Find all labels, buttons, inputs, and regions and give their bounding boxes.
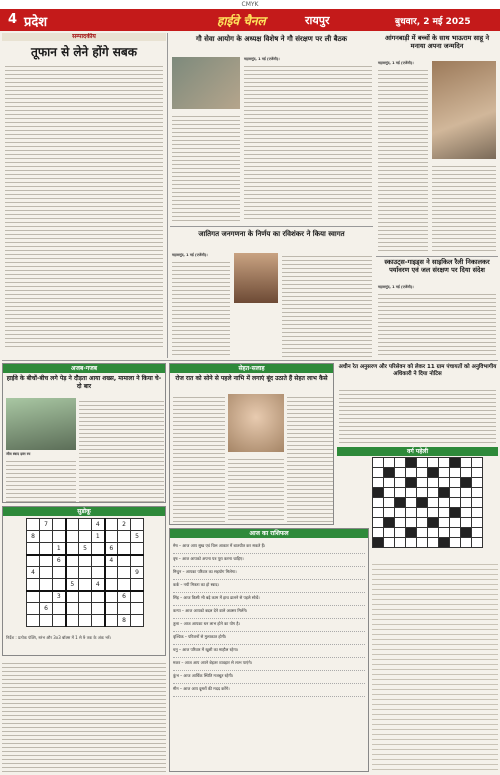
sudoku-cell <box>79 603 92 615</box>
crossword-cell <box>384 498 395 508</box>
crossword-cell <box>395 488 406 498</box>
sudoku-cell <box>92 555 105 567</box>
crossword-cell <box>384 528 395 538</box>
crossword-grid <box>372 457 498 557</box>
sudoku-cell: 9 <box>131 567 144 579</box>
print-color-marker: CMYK <box>0 0 500 9</box>
sudoku-cell <box>79 531 92 543</box>
crossword-cell <box>428 478 439 488</box>
story-race <box>2 363 166 503</box>
crossword-cell <box>472 468 483 478</box>
sudoku-cell <box>66 543 79 555</box>
sudoku-cell <box>105 531 118 543</box>
sudoku-cell <box>40 591 53 603</box>
story-anganwadi-title: आंगनबाड़ी में बच्चों के साथ भाऊराम साहू ने मनाया अपना जन्मदिन <box>384 34 490 50</box>
crossword-cell <box>417 498 428 508</box>
sudoku-cell <box>131 555 144 567</box>
story-health-title: रोज रात को सोने से पहले नाभि में लगाएं बूंद उठाते हैं सेहत लाभ कैसे <box>175 375 328 382</box>
crossword-cell <box>450 528 461 538</box>
crossword-cell <box>373 528 384 538</box>
editorial-block <box>2 33 166 358</box>
story-gau-dateline: महासमुंद, 1 मई (एजेंसी)। <box>244 57 280 61</box>
sudoku-cell <box>53 519 66 531</box>
sudoku-cell <box>66 603 79 615</box>
crossword-cell <box>406 478 417 488</box>
story-health-label: सेहत-सलाह <box>170 364 333 373</box>
story-health-photo <box>228 394 284 452</box>
sudoku-cell <box>27 591 40 603</box>
rashifal-title: आज का राशिफल <box>170 529 368 538</box>
sudoku-cell: 4 <box>92 519 105 531</box>
crossword-cell <box>450 468 461 478</box>
sudoku-cell <box>27 555 40 567</box>
sudoku-cell <box>131 591 144 603</box>
crossword-cell <box>472 508 483 518</box>
sudoku-block <box>2 506 166 656</box>
sudoku-cell <box>92 603 105 615</box>
sudoku-cell <box>105 591 118 603</box>
rashifal-item: वृष – आज आपको अपना पत्र पूरा करना चाहिए। <box>173 554 365 567</box>
crossword-cell <box>472 488 483 498</box>
crossword-cell <box>384 478 395 488</box>
sudoku-cell <box>92 567 105 579</box>
rashifal-item: मेष – आज आप सुख एवं चित्त आकार में बातचीत कर सकते हैं। <box>173 541 365 554</box>
crossword-cell <box>428 488 439 498</box>
sudoku-cell: 5 <box>79 543 92 555</box>
crossword-cell <box>417 518 428 528</box>
sudoku-cell <box>79 567 92 579</box>
crossword-cell <box>373 458 384 468</box>
sudoku-cell <box>79 615 92 627</box>
crossword-cell <box>450 458 461 468</box>
crossword-cell <box>461 488 472 498</box>
crossword-cell <box>417 508 428 518</box>
crossword-cell <box>439 528 450 538</box>
sudoku-cell <box>92 543 105 555</box>
story-gau-body-2 <box>172 113 240 221</box>
sudoku-cell <box>40 579 53 591</box>
crossword-cell <box>406 528 417 538</box>
sudoku-cell <box>53 579 66 591</box>
crossword-cell <box>373 518 384 528</box>
crossword-clues <box>372 560 498 772</box>
crossword-cell <box>450 498 461 508</box>
crossword-cell <box>450 518 461 528</box>
crossword-cell <box>384 458 395 468</box>
crossword-cell <box>373 508 384 518</box>
rashifal-item: कन्या – आज आपको बदल देने वाले अवसर मिलेंगे। <box>173 606 365 619</box>
story-anganwadi-body-2 <box>432 163 496 251</box>
sudoku-cell: 3 <box>53 591 66 603</box>
story-census-title: जातिगत जनगणना के निर्णय का रविशंकर ने किया स्वागत <box>198 230 345 238</box>
crossword-cell <box>461 538 472 548</box>
crossword-cell <box>406 488 417 498</box>
crossword-cell <box>373 488 384 498</box>
sudoku-cell <box>118 579 131 591</box>
story-census-body <box>172 259 230 357</box>
sudoku-cell: 6 <box>105 543 118 555</box>
sudoku-cell <box>131 603 144 615</box>
sudoku-cell <box>66 555 79 567</box>
crossword-cell <box>395 468 406 478</box>
issue-date: बुधवार, 2 मई 2025 <box>395 17 471 27</box>
crossword-cell <box>417 478 428 488</box>
crossword-cell <box>417 458 428 468</box>
sudoku-cell: 6 <box>53 555 66 567</box>
sudoku-cell <box>131 615 144 627</box>
sudoku-cell: 6 <box>118 591 131 603</box>
crossword-cell <box>439 488 450 498</box>
sudoku-solution-note <box>2 660 166 772</box>
story-gau-seva <box>170 33 373 223</box>
rashifal-item: मिथुन – आपका परिवार का सहयोग मिलेगा। <box>173 567 365 580</box>
sudoku-cell <box>40 555 53 567</box>
sudoku-cell: 1 <box>92 531 105 543</box>
crossword-cell <box>461 528 472 538</box>
sudoku-cell <box>66 591 79 603</box>
sudoku-cell <box>40 567 53 579</box>
sudoku-cell: 1 <box>53 543 66 555</box>
rashifal-item: कर्क – नयी मित्रता का हो स्वाद। <box>173 580 365 593</box>
story-race-label: अजब-गजब <box>3 364 165 373</box>
sudoku-cell <box>105 615 118 627</box>
sudoku-cell <box>66 519 79 531</box>
crossword-cell <box>406 508 417 518</box>
crossword-cell <box>395 528 406 538</box>
crossword-cell <box>428 518 439 528</box>
edition-city: रायपुर <box>305 14 330 27</box>
crossword-cell <box>472 498 483 508</box>
crossword-cell <box>450 488 461 498</box>
sudoku-cell <box>118 543 131 555</box>
crossword-cell <box>395 508 406 518</box>
crossword-cell <box>384 538 395 548</box>
crossword-cell <box>406 468 417 478</box>
section-title: प्रदेश <box>24 15 48 30</box>
crossword-table <box>372 457 483 548</box>
sudoku-cell <box>105 579 118 591</box>
sudoku-cell: 5 <box>66 579 79 591</box>
crossword-cell <box>461 498 472 508</box>
crossword-cell <box>384 468 395 478</box>
crossword-cell <box>439 478 450 488</box>
sudoku-cell <box>66 567 79 579</box>
crossword-cell <box>439 518 450 528</box>
sudoku-cell <box>105 519 118 531</box>
story-census-photo <box>234 253 278 303</box>
sudoku-cell <box>40 615 53 627</box>
rashifal-block <box>169 528 369 772</box>
story-census-dateline: महासमुंद, 1 मई (एजेंसी)। <box>172 253 208 257</box>
crossword-cell <box>417 538 428 548</box>
crossword-cell <box>373 468 384 478</box>
sudoku-cell: 8 <box>118 615 131 627</box>
sudoku-cell: 2 <box>118 519 131 531</box>
story-gau-body <box>244 63 372 221</box>
story-race-body <box>79 398 164 502</box>
crossword-cell <box>439 498 450 508</box>
crossword-cell <box>373 498 384 508</box>
crossword-cell <box>373 538 384 548</box>
crossword-title: वर्ग पहेली <box>337 447 498 456</box>
sudoku-cell <box>118 555 131 567</box>
crossword-cell <box>417 488 428 498</box>
crossword-cell <box>384 518 395 528</box>
crossword-cell <box>461 458 472 468</box>
sudoku-cell: 5 <box>131 531 144 543</box>
story-gau-photo <box>172 57 240 109</box>
crossword-cell <box>384 488 395 498</box>
story-scouts-dateline: महासमुंद, 1 मई (एजेंसी)। <box>378 285 414 289</box>
sudoku-cell <box>79 519 92 531</box>
crossword-cell <box>428 508 439 518</box>
rashifal-item: तुला – आज आपका धन लाभ होने का योग है। <box>173 619 365 632</box>
story-anganwadi-body <box>378 67 428 251</box>
story-anganwadi-photo <box>432 61 496 159</box>
sudoku-cell <box>79 555 92 567</box>
sudoku-cell: 8 <box>27 531 40 543</box>
story-scouts-title: स्काउट्स-गाइड्स ने साइकिल रैली निकालकर पर्यावरण एवं जल संरक्षण पर दिया संदेश <box>384 258 490 274</box>
crossword-cell <box>472 518 483 528</box>
sudoku-cell <box>40 543 53 555</box>
rashifal-list <box>170 538 368 700</box>
crossword-cell <box>428 538 439 548</box>
editorial-body <box>5 63 163 348</box>
crossword-cell <box>428 528 439 538</box>
crossword-cell <box>395 518 406 528</box>
crossword-cell <box>450 478 461 488</box>
crossword-cell <box>395 458 406 468</box>
editorial-title: तूफान से लेने होंगे सबक <box>31 45 137 59</box>
sudoku-cell <box>40 531 53 543</box>
crossword-cell <box>461 468 472 478</box>
crossword-cell <box>439 458 450 468</box>
sudoku-cell <box>27 519 40 531</box>
sudoku-cell: 4 <box>27 567 40 579</box>
sudoku-cell <box>92 591 105 603</box>
sudoku-cell <box>27 579 40 591</box>
story-census <box>170 226 373 358</box>
rashifal-item: कुंभ – आज आर्थिक स्थिति मजबूत रहेगी। <box>173 671 365 684</box>
sudoku-cell <box>53 567 66 579</box>
rashifal-item: वृश्चिक – परिजनों से मुलाकात होगी। <box>173 632 365 645</box>
crossword-cell <box>461 518 472 528</box>
sudoku-cell <box>27 603 40 615</box>
crossword-cell <box>406 538 417 548</box>
crossword-cell <box>384 508 395 518</box>
story-pension-title: अधीन रेत अनुसरण और परिसेवन को लेकर 11 ग्राम पंचायतों को अनुविभागीय अधिकारी ने दिया नोटिस <box>338 364 497 377</box>
sudoku-cell: 4 <box>105 555 118 567</box>
story-health-body-2 <box>287 394 333 522</box>
masthead: हाईवे चैनल <box>217 14 266 28</box>
crossword-cell <box>406 498 417 508</box>
sudoku-cell <box>131 519 144 531</box>
sudoku-cell <box>105 603 118 615</box>
story-gau-title: गौ सेवा आयोग के अध्यक्ष विशेष ने गौ संरक्षण पर ली बैठक <box>195 35 348 43</box>
crossword-cell <box>439 468 450 478</box>
sudoku-cell <box>66 615 79 627</box>
story-scouts-body <box>378 291 496 357</box>
sudoku-cell: 4 <box>92 579 105 591</box>
sudoku-cell <box>53 531 66 543</box>
sudoku-grid <box>26 518 144 627</box>
sudoku-cell <box>105 567 118 579</box>
sudoku-cell <box>118 531 131 543</box>
sudoku-cell: 7 <box>40 519 53 531</box>
story-census-body-2 <box>282 253 372 357</box>
page-header <box>0 9 500 31</box>
story-health <box>169 363 334 525</box>
sudoku-cell <box>118 603 131 615</box>
crossword-cell <box>439 508 450 518</box>
rashifal-item: धनु – आज परिवार में खुशी का माहौल रहेगा। <box>173 645 365 658</box>
sudoku-cell <box>131 579 144 591</box>
crossword-cell <box>472 458 483 468</box>
crossword-cell <box>428 498 439 508</box>
sudoku-cell <box>92 615 105 627</box>
crossword-cell <box>428 458 439 468</box>
crossword-cell <box>417 468 428 478</box>
crossword-cell <box>439 538 450 548</box>
sudoku-footer: निर्देश : प्रत्येक पंक्ति, स्तंभ और 3x3 बॉक्स में 1 से 9 तक के अंक भरें। <box>6 635 112 640</box>
rashifal-item: सिंह – आज किसी भी बड़े काम में हाथ डालने से पहले सोचें। <box>173 593 365 606</box>
crossword-cell <box>395 538 406 548</box>
crossword-cell <box>428 468 439 478</box>
crossword-cell <box>406 518 417 528</box>
editorial-label: सम्पादकीय <box>2 33 166 41</box>
sudoku-cell: 6 <box>40 603 53 615</box>
sudoku-cell <box>53 603 66 615</box>
story-race-title: हाईवे के बीचों-बीच लगे पेड़ ने दौड़ता आया शख्स, मामाला ने किया चे-दो बार <box>6 375 162 390</box>
sudoku-cell <box>79 579 92 591</box>
crossword-cell <box>395 478 406 488</box>
crossword-cell <box>472 478 483 488</box>
story-health-body-3 <box>228 456 284 522</box>
story-anganwadi-dateline: महासमुंद, 1 मई (एजेंसी)। <box>378 61 414 65</box>
sudoku-title: सुडोकू <box>3 507 165 516</box>
sudoku-cell <box>53 615 66 627</box>
story-race-photo-caption: जीव स्वाद इस्त रघ <box>6 452 31 456</box>
crossword-cell <box>450 538 461 548</box>
crossword-cell <box>472 538 483 548</box>
story-scouts <box>376 256 498 358</box>
crossword-cell <box>461 478 472 488</box>
sudoku-cell <box>79 591 92 603</box>
story-race-body-2 <box>6 458 76 502</box>
crossword-cell <box>395 498 406 508</box>
crossword-cell <box>450 508 461 518</box>
crossword-cell <box>373 478 384 488</box>
rashifal-item: मीन – आज आप दूसरों की मदद करेंगे। <box>173 684 365 697</box>
story-pension-body <box>339 387 496 443</box>
crossword-cell <box>406 458 417 468</box>
rashifal-item: मकर – आज आप अपने बेहतर व्यवहार से लाभ पाएंगे। <box>173 658 365 671</box>
sudoku-cell <box>27 543 40 555</box>
sudoku-cell <box>66 531 79 543</box>
crossword-cell <box>417 528 428 538</box>
crossword-cell <box>472 528 483 538</box>
sudoku-cell <box>131 543 144 555</box>
story-anganwadi <box>376 33 498 253</box>
sudoku-cell <box>118 567 131 579</box>
sudoku-cell <box>27 615 40 627</box>
crossword-cell <box>461 508 472 518</box>
page-number: 4 <box>8 12 18 27</box>
story-health-body <box>173 394 225 522</box>
story-race-photo <box>6 398 76 450</box>
